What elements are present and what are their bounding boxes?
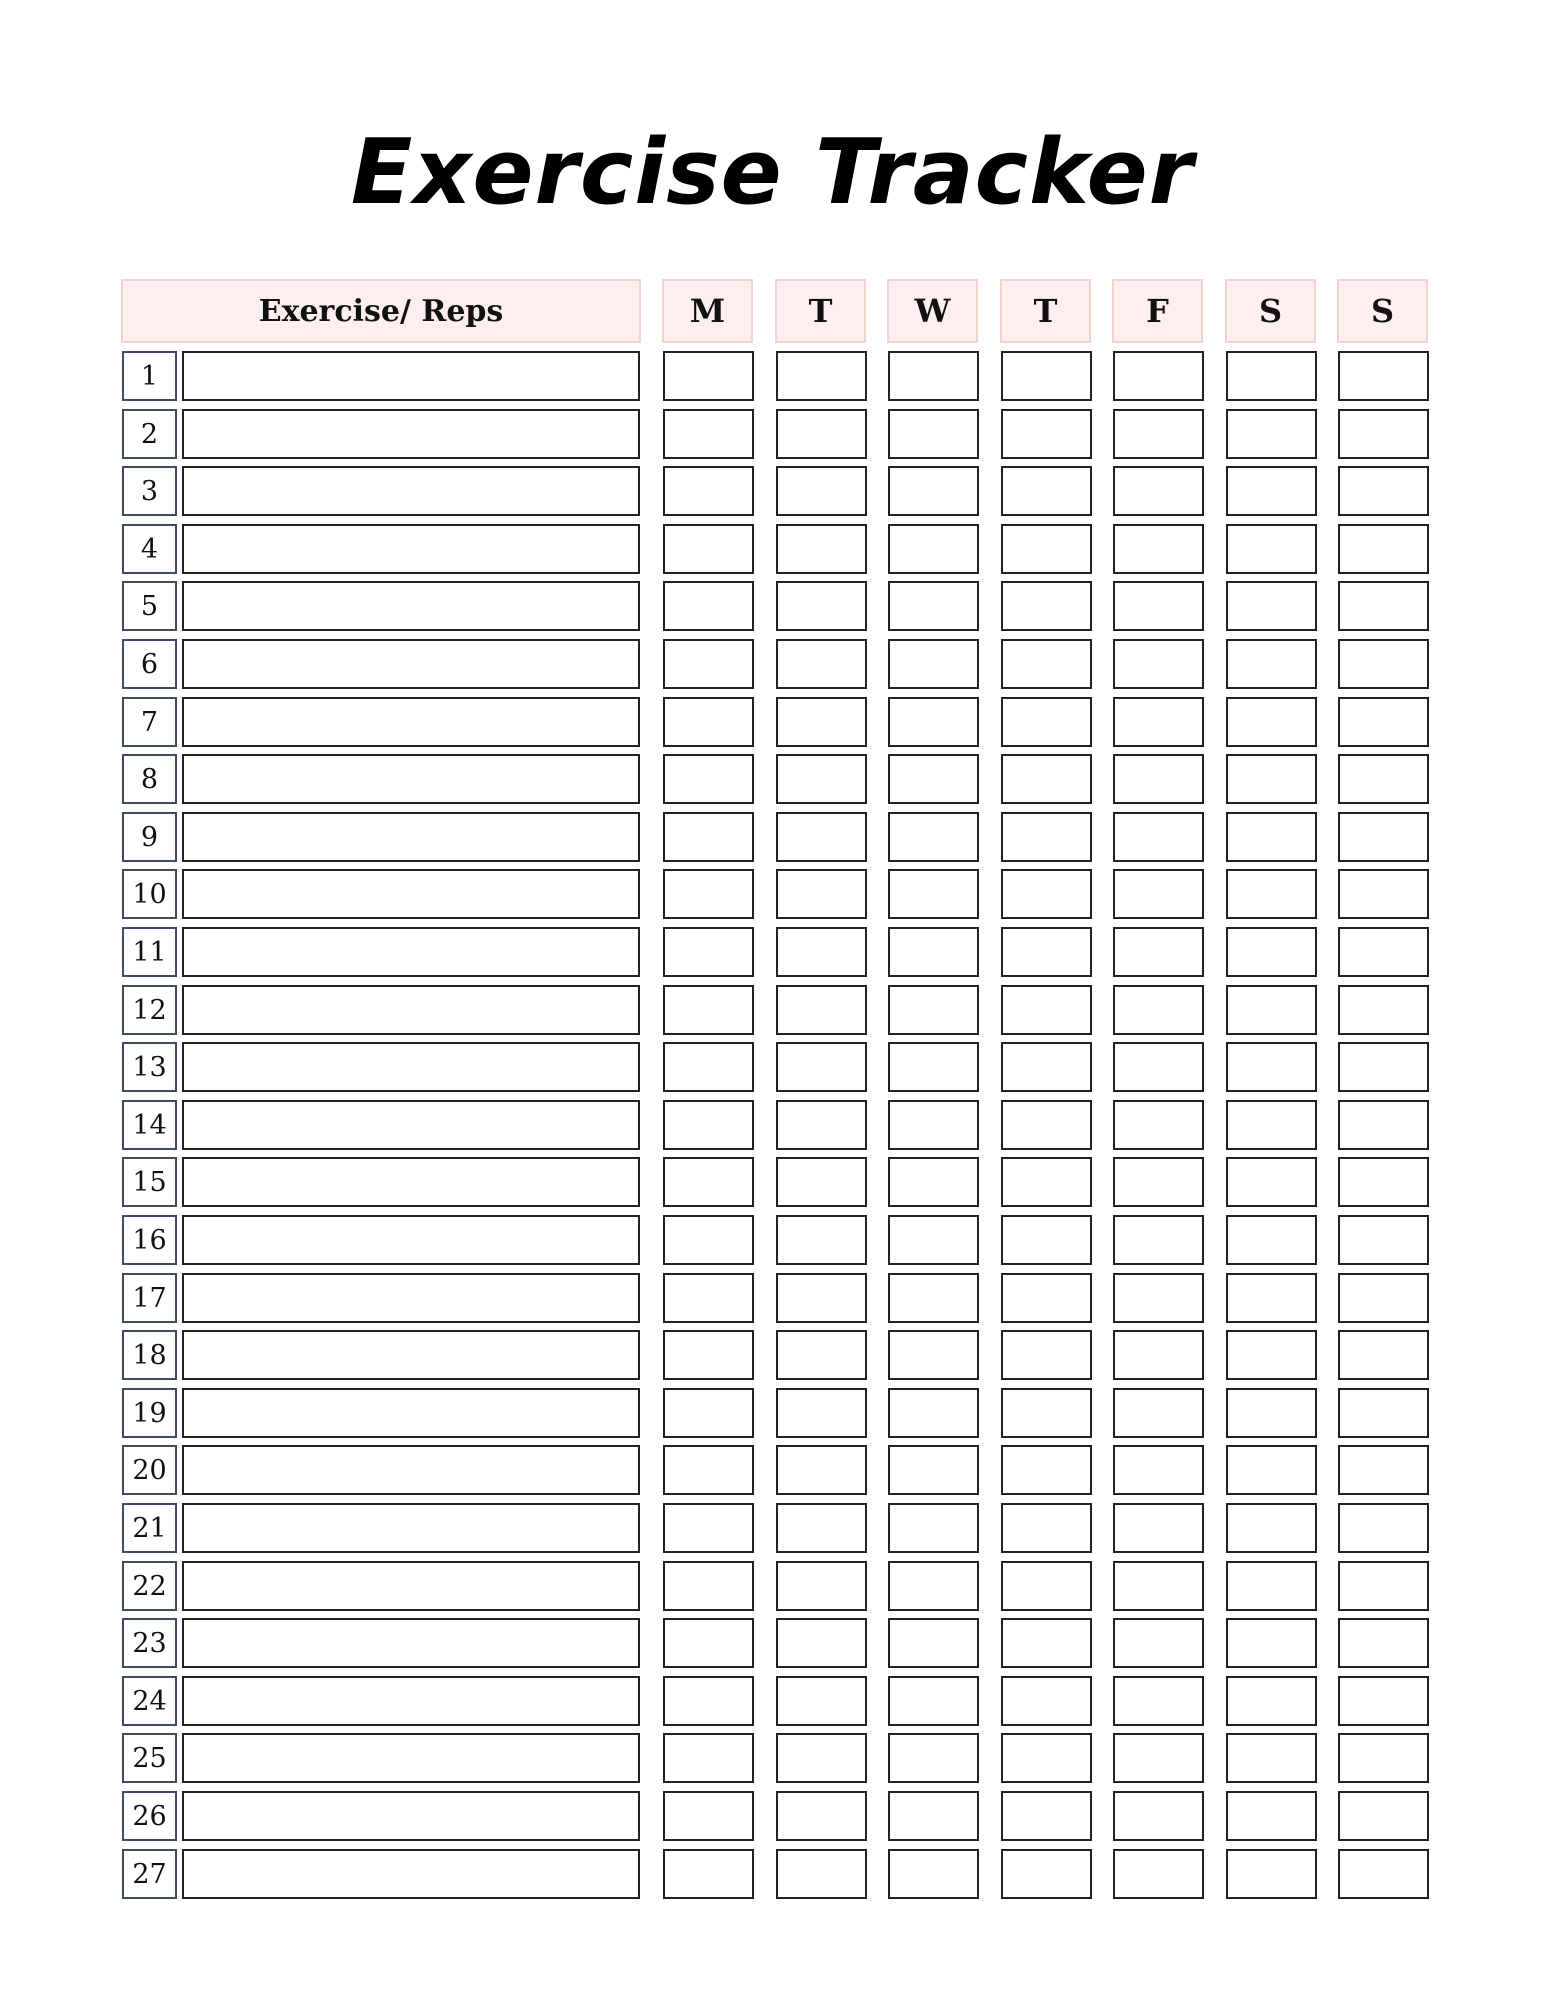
day-checkbox[interactable] [663, 927, 754, 977]
exercise-reps-field[interactable] [182, 754, 640, 804]
day-checkbox[interactable] [663, 1273, 754, 1323]
day-checkbox[interactable] [888, 985, 979, 1035]
day-checkbox[interactable] [776, 1042, 867, 1092]
day-checkbox[interactable] [1113, 985, 1204, 1035]
day-checkbox[interactable] [1226, 1618, 1317, 1668]
day-checkbox[interactable] [1226, 869, 1317, 919]
exercise-reps-field[interactable] [182, 1100, 640, 1150]
day-checkbox[interactable] [1226, 409, 1317, 459]
day-checkbox[interactable] [776, 1215, 867, 1265]
day-checkbox[interactable] [776, 1330, 867, 1380]
day-header-2: W [887, 279, 978, 343]
row-number: 27 [122, 1849, 177, 1899]
day-header-3: T [1000, 279, 1091, 343]
day-checkbox[interactable] [663, 639, 754, 689]
day-checkbox[interactable] [1338, 1100, 1429, 1150]
day-checkbox[interactable] [663, 581, 754, 631]
day-checkbox[interactable] [888, 1676, 979, 1726]
day-checkbox[interactable] [776, 1561, 867, 1611]
row-number: 23 [122, 1618, 177, 1668]
day-checkbox[interactable] [1001, 1330, 1092, 1380]
day-checkbox[interactable] [1113, 639, 1204, 689]
day-checkbox[interactable] [888, 1273, 979, 1323]
row-number: 11 [122, 927, 177, 977]
day-checkbox[interactable] [776, 927, 867, 977]
day-checkbox[interactable] [1113, 1849, 1204, 1899]
day-checkbox[interactable] [1001, 1503, 1092, 1553]
day-checkbox[interactable] [1113, 754, 1204, 804]
day-checkbox[interactable] [1338, 1388, 1429, 1438]
day-checkbox[interactable] [1001, 1618, 1092, 1668]
day-checkbox[interactable] [776, 754, 867, 804]
row-number: 13 [122, 1042, 177, 1092]
day-checkbox[interactable] [1226, 812, 1317, 862]
day-checkbox[interactable] [663, 985, 754, 1035]
row-number: 2 [122, 409, 177, 459]
day-checkbox[interactable] [1113, 1157, 1204, 1207]
day-header-1: T [775, 279, 866, 343]
day-checkbox[interactable] [1338, 409, 1429, 459]
day-checkbox[interactable] [1113, 869, 1204, 919]
day-checkbox[interactable] [1338, 1849, 1429, 1899]
day-checkbox[interactable] [1226, 754, 1317, 804]
exercise-reps-field[interactable] [182, 1273, 640, 1323]
day-checkbox[interactable] [1113, 1273, 1204, 1323]
day-checkbox[interactable] [888, 639, 979, 689]
day-checkbox[interactable] [1001, 869, 1092, 919]
row-number: 19 [122, 1388, 177, 1438]
day-checkbox[interactable] [663, 1215, 754, 1265]
day-checkbox[interactable] [776, 1676, 867, 1726]
day-checkbox[interactable] [1113, 1445, 1204, 1495]
day-header-6: S [1337, 279, 1428, 343]
row-number: 12 [122, 985, 177, 1035]
day-header-5: S [1225, 279, 1316, 343]
page-title: Exercise Tracker [350, 120, 1195, 225]
exercise-reps-field[interactable] [182, 1849, 640, 1899]
exercise-reps-field[interactable] [182, 409, 640, 459]
day-checkbox[interactable] [776, 524, 867, 574]
day-checkbox[interactable] [1113, 1330, 1204, 1380]
day-checkbox[interactable] [888, 1791, 979, 1841]
exercise-reps-field[interactable] [182, 1733, 640, 1783]
day-checkbox[interactable] [1338, 1215, 1429, 1265]
exercise-reps-field[interactable] [182, 1042, 640, 1092]
day-checkbox[interactable] [663, 1791, 754, 1841]
day-checkbox[interactable] [1113, 1503, 1204, 1553]
day-checkbox[interactable] [1226, 1561, 1317, 1611]
day-header-4: F [1112, 279, 1203, 343]
day-checkbox[interactable] [663, 1330, 754, 1380]
day-checkbox[interactable] [888, 754, 979, 804]
day-checkbox[interactable] [888, 1445, 979, 1495]
day-checkbox[interactable] [776, 581, 867, 631]
day-checkbox[interactable] [1113, 1042, 1204, 1092]
day-checkbox[interactable] [1001, 409, 1092, 459]
day-checkbox[interactable] [1338, 1445, 1429, 1495]
exercise-reps-field[interactable] [182, 1618, 640, 1668]
day-checkbox[interactable] [1338, 1157, 1429, 1207]
exercise-reps-field[interactable] [182, 1215, 640, 1265]
day-checkbox[interactable] [1226, 1733, 1317, 1783]
row-number: 25 [122, 1733, 177, 1783]
exercise-reps-field[interactable] [182, 466, 640, 516]
day-checkbox[interactable] [1338, 985, 1429, 1035]
day-checkbox[interactable] [1226, 524, 1317, 574]
day-checkbox[interactable] [1113, 1676, 1204, 1726]
row-number: 22 [122, 1561, 177, 1611]
row-number: 5 [122, 581, 177, 631]
day-checkbox[interactable] [776, 1100, 867, 1150]
day-checkbox[interactable] [1226, 1273, 1317, 1323]
day-checkbox[interactable] [663, 1849, 754, 1899]
row-number: 24 [122, 1676, 177, 1726]
exercise-reps-field[interactable] [182, 1503, 640, 1553]
exercise-reps-field[interactable] [182, 639, 640, 689]
day-checkbox[interactable] [1226, 1215, 1317, 1265]
day-checkbox[interactable] [776, 1849, 867, 1899]
day-checkbox[interactable] [776, 1733, 867, 1783]
day-checkbox[interactable] [776, 869, 867, 919]
day-checkbox[interactable] [1338, 581, 1429, 631]
day-checkbox[interactable] [663, 1445, 754, 1495]
day-checkbox[interactable] [1226, 581, 1317, 631]
day-checkbox[interactable] [663, 1503, 754, 1553]
exercise-reps-field[interactable] [182, 927, 640, 977]
day-checkbox[interactable] [1001, 639, 1092, 689]
day-checkbox[interactable] [1338, 697, 1429, 747]
exercise-reps-header: Exercise/ Reps [121, 279, 641, 343]
day-checkbox[interactable] [888, 1157, 979, 1207]
day-checkbox[interactable] [888, 812, 979, 862]
exercise-reps-field[interactable] [182, 812, 640, 862]
exercise-reps-field[interactable] [182, 1676, 640, 1726]
row-number: 21 [122, 1503, 177, 1553]
day-checkbox[interactable] [888, 1042, 979, 1092]
row-number: 1 [122, 351, 177, 401]
day-checkbox[interactable] [663, 1561, 754, 1611]
day-checkbox[interactable] [1338, 754, 1429, 804]
exercise-reps-field[interactable] [182, 697, 640, 747]
day-checkbox[interactable] [663, 1618, 754, 1668]
day-checkbox[interactable] [1338, 1676, 1429, 1726]
day-checkbox[interactable] [1338, 1618, 1429, 1668]
day-checkbox[interactable] [776, 1791, 867, 1841]
day-checkbox[interactable] [1113, 466, 1204, 516]
day-checkbox[interactable] [1001, 812, 1092, 862]
day-checkbox[interactable] [663, 1676, 754, 1726]
day-checkbox[interactable] [1226, 1849, 1317, 1899]
exercise-reps-field[interactable] [182, 351, 640, 401]
day-checkbox[interactable] [663, 466, 754, 516]
day-checkbox[interactable] [888, 524, 979, 574]
day-checkbox[interactable] [776, 1388, 867, 1438]
day-checkbox[interactable] [1226, 1100, 1317, 1150]
day-checkbox[interactable] [1226, 639, 1317, 689]
day-checkbox[interactable] [1338, 639, 1429, 689]
day-checkbox[interactable] [1226, 466, 1317, 516]
day-checkbox[interactable] [1338, 927, 1429, 977]
day-checkbox[interactable] [1113, 1100, 1204, 1150]
day-checkbox[interactable] [776, 409, 867, 459]
day-checkbox[interactable] [1001, 351, 1092, 401]
day-checkbox[interactable] [663, 869, 754, 919]
day-checkbox[interactable] [1338, 1042, 1429, 1092]
day-checkbox[interactable] [1226, 985, 1317, 1035]
day-checkbox[interactable] [888, 1388, 979, 1438]
exercise-reps-field[interactable] [182, 1791, 640, 1841]
day-checkbox[interactable] [1226, 1330, 1317, 1380]
day-checkbox[interactable] [776, 985, 867, 1035]
day-checkbox[interactable] [663, 524, 754, 574]
day-checkbox[interactable] [1113, 1791, 1204, 1841]
day-checkbox[interactable] [1338, 1561, 1429, 1611]
row-number: 6 [122, 639, 177, 689]
day-checkbox[interactable] [776, 466, 867, 516]
day-checkbox[interactable] [888, 697, 979, 747]
day-checkbox[interactable] [663, 697, 754, 747]
day-checkbox[interactable] [888, 581, 979, 631]
day-checkbox[interactable] [888, 466, 979, 516]
row-number: 18 [122, 1330, 177, 1380]
day-checkbox[interactable] [888, 1330, 979, 1380]
day-checkbox[interactable] [888, 1503, 979, 1553]
day-checkbox[interactable] [1001, 985, 1092, 1035]
day-checkbox[interactable] [776, 812, 867, 862]
day-checkbox[interactable] [663, 1100, 754, 1150]
day-checkbox[interactable] [1113, 1733, 1204, 1783]
day-checkbox[interactable] [1113, 927, 1204, 977]
day-checkbox[interactable] [1001, 1849, 1092, 1899]
row-number: 10 [122, 869, 177, 919]
day-checkbox[interactable] [663, 1733, 754, 1783]
day-checkbox[interactable] [1338, 1791, 1429, 1841]
day-checkbox[interactable] [663, 754, 754, 804]
day-checkbox[interactable] [1226, 1042, 1317, 1092]
day-checkbox[interactable] [1338, 1503, 1429, 1553]
day-checkbox[interactable] [1226, 1388, 1317, 1438]
row-number: 17 [122, 1273, 177, 1323]
row-number: 7 [122, 697, 177, 747]
day-checkbox[interactable] [888, 869, 979, 919]
day-checkbox[interactable] [1001, 1100, 1092, 1150]
day-checkbox[interactable] [1001, 1215, 1092, 1265]
day-checkbox[interactable] [1226, 1503, 1317, 1553]
row-number: 16 [122, 1215, 177, 1265]
day-checkbox[interactable] [888, 1733, 979, 1783]
day-checkbox[interactable] [1113, 351, 1204, 401]
day-checkbox[interactable] [1226, 927, 1317, 977]
exercise-reps-field[interactable] [182, 1330, 640, 1380]
day-checkbox[interactable] [1338, 351, 1429, 401]
day-checkbox[interactable] [1338, 1330, 1429, 1380]
day-checkbox[interactable] [1001, 466, 1092, 516]
day-checkbox[interactable] [776, 639, 867, 689]
row-number: 3 [122, 466, 177, 516]
day-checkbox[interactable] [1113, 1388, 1204, 1438]
exercise-reps-field[interactable] [182, 1561, 640, 1611]
day-checkbox[interactable] [1338, 869, 1429, 919]
day-checkbox[interactable] [1226, 1157, 1317, 1207]
day-checkbox[interactable] [1001, 581, 1092, 631]
day-checkbox[interactable] [1001, 1273, 1092, 1323]
day-checkbox[interactable] [1001, 1676, 1092, 1726]
day-checkbox[interactable] [663, 351, 754, 401]
day-checkbox[interactable] [663, 1157, 754, 1207]
exercise-reps-field[interactable] [182, 1157, 640, 1207]
day-checkbox[interactable] [1226, 1791, 1317, 1841]
day-checkbox[interactable] [1113, 581, 1204, 631]
row-number: 9 [122, 812, 177, 862]
day-checkbox[interactable] [888, 1215, 979, 1265]
day-checkbox[interactable] [1226, 351, 1317, 401]
day-checkbox[interactable] [1001, 1042, 1092, 1092]
day-checkbox[interactable] [776, 1273, 867, 1323]
day-checkbox[interactable] [1113, 524, 1204, 574]
day-checkbox[interactable] [1113, 1618, 1204, 1668]
day-checkbox[interactable] [888, 927, 979, 977]
row-number: 14 [122, 1100, 177, 1150]
day-checkbox[interactable] [776, 1157, 867, 1207]
day-checkbox[interactable] [1338, 812, 1429, 862]
day-checkbox[interactable] [1001, 754, 1092, 804]
day-checkbox[interactable] [776, 351, 867, 401]
day-checkbox[interactable] [1113, 1215, 1204, 1265]
day-checkbox[interactable] [663, 812, 754, 862]
exercise-reps-field[interactable] [182, 985, 640, 1035]
day-checkbox[interactable] [1338, 524, 1429, 574]
day-checkbox[interactable] [1001, 1157, 1092, 1207]
row-number: 20 [122, 1445, 177, 1495]
day-checkbox[interactable] [663, 409, 754, 459]
day-checkbox[interactable] [1226, 1445, 1317, 1495]
day-checkbox[interactable] [1226, 697, 1317, 747]
day-checkbox[interactable] [1001, 927, 1092, 977]
day-checkbox[interactable] [1001, 1733, 1092, 1783]
exercise-reps-field[interactable] [182, 524, 640, 574]
day-checkbox[interactable] [776, 1503, 867, 1553]
day-checkbox[interactable] [1001, 524, 1092, 574]
day-checkbox[interactable] [888, 1561, 979, 1611]
day-checkbox[interactable] [663, 1388, 754, 1438]
row-number: 26 [122, 1791, 177, 1841]
day-checkbox[interactable] [663, 1042, 754, 1092]
day-checkbox[interactable] [1001, 1445, 1092, 1495]
row-number: 8 [122, 754, 177, 804]
day-checkbox[interactable] [888, 351, 979, 401]
day-checkbox[interactable] [1113, 409, 1204, 459]
day-checkbox[interactable] [1001, 1561, 1092, 1611]
day-checkbox[interactable] [1338, 1273, 1429, 1323]
day-checkbox[interactable] [1113, 1561, 1204, 1611]
day-checkbox[interactable] [888, 1849, 979, 1899]
day-checkbox[interactable] [888, 1100, 979, 1150]
row-number: 15 [122, 1157, 177, 1207]
exercise-reps-field[interactable] [182, 581, 640, 631]
exercise-reps-field[interactable] [182, 869, 640, 919]
day-header-0: M [662, 279, 753, 343]
day-checkbox[interactable] [1338, 1733, 1429, 1783]
exercise-reps-field[interactable] [182, 1445, 640, 1495]
day-checkbox[interactable] [888, 409, 979, 459]
day-checkbox[interactable] [1113, 812, 1204, 862]
day-checkbox[interactable] [776, 1618, 867, 1668]
day-checkbox[interactable] [1226, 1676, 1317, 1726]
day-checkbox[interactable] [1001, 1388, 1092, 1438]
day-checkbox[interactable] [888, 1618, 979, 1668]
day-checkbox[interactable] [776, 697, 867, 747]
day-checkbox[interactable] [776, 1445, 867, 1495]
day-checkbox[interactable] [1338, 466, 1429, 516]
row-number: 4 [122, 524, 177, 574]
exercise-reps-field[interactable] [182, 1388, 640, 1438]
day-checkbox[interactable] [1001, 697, 1092, 747]
day-checkbox[interactable] [1001, 1791, 1092, 1841]
day-checkbox[interactable] [1113, 697, 1204, 747]
